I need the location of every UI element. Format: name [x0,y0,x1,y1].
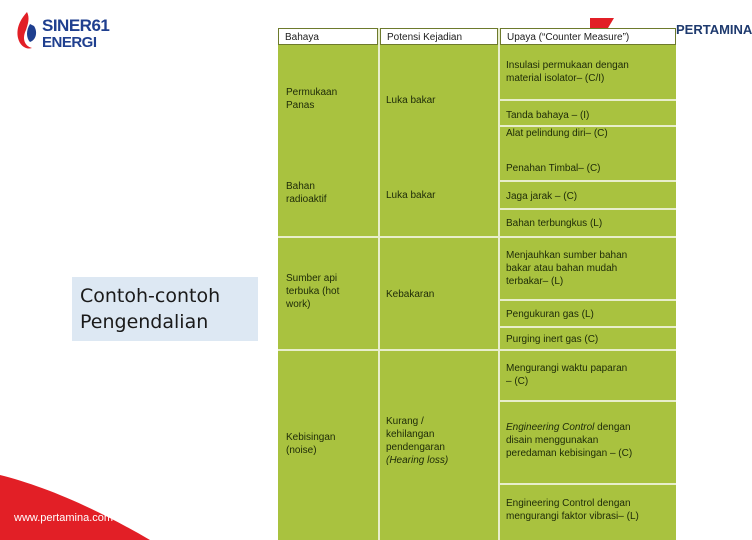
pertamina-wordmark: PERTAMINA [676,22,752,37]
cell-upaya-3c: Purging inert gas (C) [506,334,599,345]
cell-upaya-2b: Jaga jarak – (C) [506,191,578,202]
cell-potensi-1: Luka bakar [386,95,436,106]
cell-potensi-3: Kebakaran [386,289,435,300]
cell-potensi-4 [386,415,448,467]
logo-text-line2: ENERGI [42,34,97,51]
cell-upaya-4a: Mengurangi waktu paparan – (C) [506,363,628,387]
row-separator [278,349,676,351]
cell-upaya-3b: Pengukuran gas (L) [506,309,594,320]
cell-upaya-4c: Engineering Control dengan mengurangi faktor vibrasi– (L) [506,498,639,522]
slide-title-line2: Pengendalian [80,311,209,333]
row-separator [278,236,676,238]
cell-separator [498,180,676,182]
header-bahaya: Bahaya [278,28,378,45]
cell-separator [498,99,676,101]
footer-url: www.pertamina.com [14,512,114,524]
cell-upaya-1b: Tanda bahaya – (I) [506,110,590,121]
flame-icon [12,10,42,52]
cell-upaya-4b-text: dengan disain menggunakan peredaman kebisingan – (C) [506,422,633,459]
cell-bahaya-2: Bahan radioaktif [286,181,327,205]
cell-upaya-2a: Penahan Timbal– (C) [506,163,601,174]
cell-upaya-4b-italic: Engineering Control [506,422,595,433]
control-examples-table [278,28,676,540]
cell-separator [498,299,676,301]
cell-potensi-4-text: Kurang / kehilangan pendengaran [386,416,445,453]
cell-bahaya-4: Kebisingan (noise) [286,432,336,456]
header-potensi-kejadian: Potensi Kejadian [380,28,498,45]
slide-title-line1: Contoh-contoh [80,285,221,307]
logo-text-line1: SINER61 [42,16,110,35]
cell-bahaya-1: Permukaan Panas [286,87,338,111]
cell-bahaya-3: Sumber api terbuka (hot work) [286,273,340,310]
cell-upaya-2c: Bahan terbungkus (L) [506,218,603,229]
cell-upaya-3a: Menjauhkan sumber bahan bakar atau bahan mudah terbakar– (L) [506,250,628,287]
cell-separator [498,208,676,210]
cell-upaya-4b [506,421,632,460]
slide-title-box [72,277,258,341]
grid-line [498,28,500,540]
header-upaya: Upaya (“Counter Measure”) [500,28,676,45]
cell-separator [498,400,676,402]
siner61-energi-logo [12,10,112,54]
cell-separator [498,326,676,328]
grid-line [378,28,380,540]
cell-potensi-2: Luka bakar [386,190,436,201]
cell-separator [498,483,676,485]
cell-upaya-1a: Insulasi permukaan dengan material isolator– (C/I) [506,60,629,84]
cell-potensi-4-italic: (Hearing loss) [386,455,449,466]
cell-upaya-1c: Alat pelindung diri– (C) [506,128,608,139]
footer-swoosh [0,445,160,540]
